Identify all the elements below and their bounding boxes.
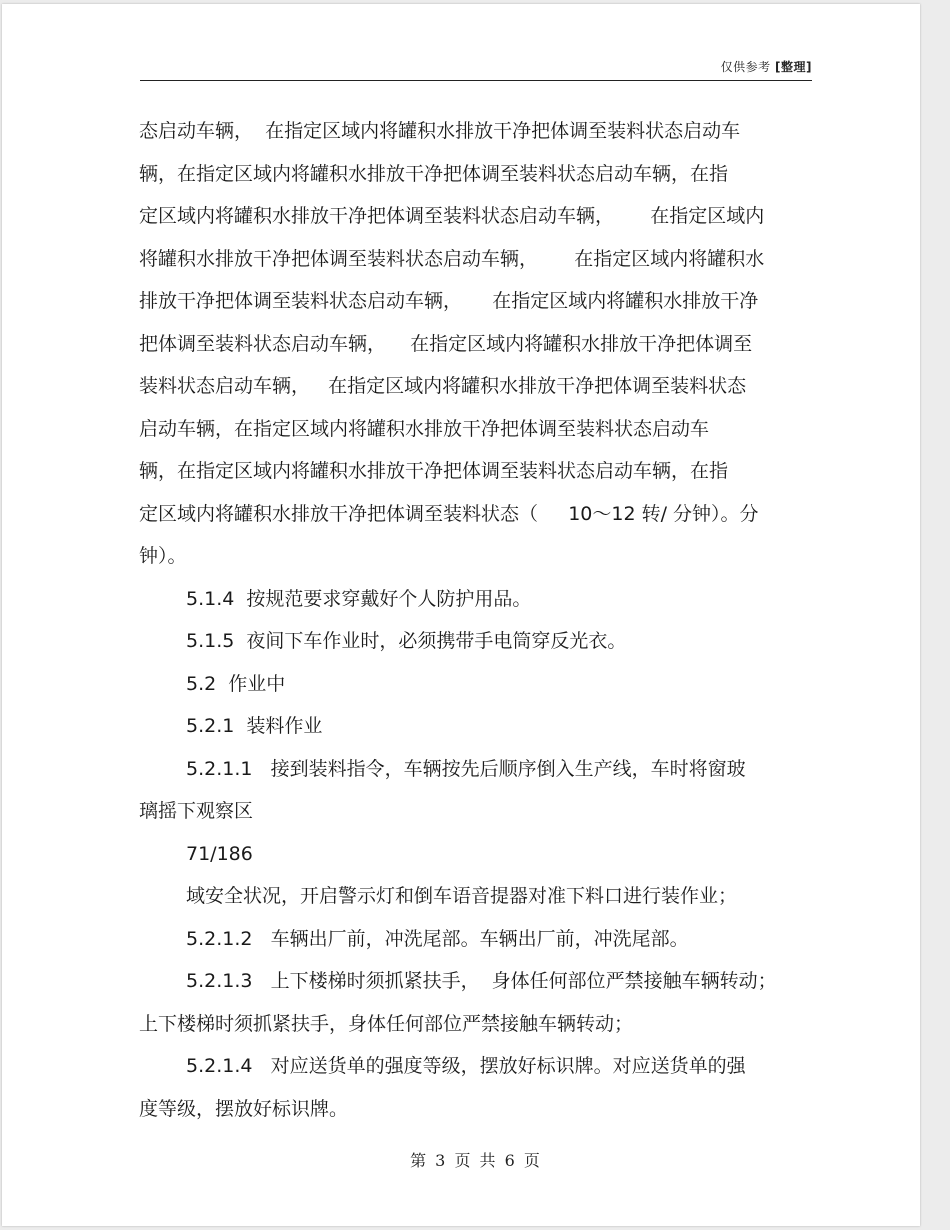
section-5-2-1-heading: 5.2.1 装料作业 [186, 715, 323, 737]
text-line: 辆，在指定区域内将罐积水排放干净把体调至装料状态启动车辆，在指 [139, 162, 729, 185]
text-line: 定区域内将罐积水排放干净把体调至装料状态启动车辆， 在指定区域内 [139, 205, 765, 227]
body-text [139, 110, 809, 1130]
text-line: 璃摇下观察区 [139, 800, 254, 822]
text-line: 将罐积水排放干净把体调至装料状态启动车辆， 在指定区域内将罐积水 [139, 247, 765, 270]
text-line: 态启动车辆， 在指定区域内将罐积水排放干净把体调至装料状态启动车 [139, 120, 741, 142]
text-line: 装料状态启动车辆， 在指定区域内将罐积水排放干净把体调至装料状态 [139, 375, 747, 397]
page-marker: 71/186 [186, 842, 253, 865]
header-rule [140, 80, 812, 81]
text-line: 定区域内将罐积水排放干净把体调至装料状态（ 10～12 转/ 分钟）。分 [139, 502, 759, 525]
text-line: 启动车辆，在指定区域内将罐积水排放干净把体调至装料状态启动车 [139, 417, 710, 440]
section-5-2-1-4: 5.2.1.4 对应送货单的强度等级，摆放好标识牌。对应送货单的强 [186, 1055, 746, 1077]
text-line: 度等级，摆放好标识牌。 [139, 1097, 349, 1120]
text-line: 域安全状况，开启警示灯和倒车语音提器对准下料口进行装作业； [186, 885, 738, 907]
section-5-2-heading: 5.2 作业中 [186, 672, 286, 695]
text-line: 钟）。 [139, 545, 187, 567]
header-bracket: [整理] [775, 60, 812, 74]
text-line: 辆，在指定区域内将罐积水排放干净把体调至装料状态启动车辆，在指 [139, 460, 729, 482]
section-5-1-4: 5.1.4 按规范要求穿戴好个人防护用品。 [186, 587, 532, 610]
text-line: 排放干净把体调至装料状态启动车辆， 在指定区域内将罐积水排放干净 [139, 290, 759, 312]
text-line: 上下楼梯时须抓紧扶手，身体任何部位严禁接触车辆转动； [139, 1012, 634, 1035]
section-5-1-5: 5.1.5 夜间下车作业时，必须携带手电筒穿反光衣。 [186, 630, 627, 652]
header-note: 仅供参考 [720, 60, 771, 74]
text-line: 把体调至装料状态启动车辆， 在指定区域内将罐积水排放干净把体调至 [139, 332, 753, 355]
page-footer: 第 3 页 共 6 页 [410, 1151, 540, 1170]
section-5-2-1-1: 5.2.1.1 接到装料指令，车辆按先后顺序倒入生产线，车时将窗玻 [186, 757, 746, 780]
page-header [140, 58, 812, 75]
section-5-2-1-3: 5.2.1.3 上下楼梯时须抓紧扶手， 身体任何部位严禁接触车辆转动； [186, 970, 777, 992]
section-5-2-1-2: 5.2.1.2 车辆出厂前，冲洗尾部。车辆出厂前，冲洗尾部。 [186, 927, 689, 950]
